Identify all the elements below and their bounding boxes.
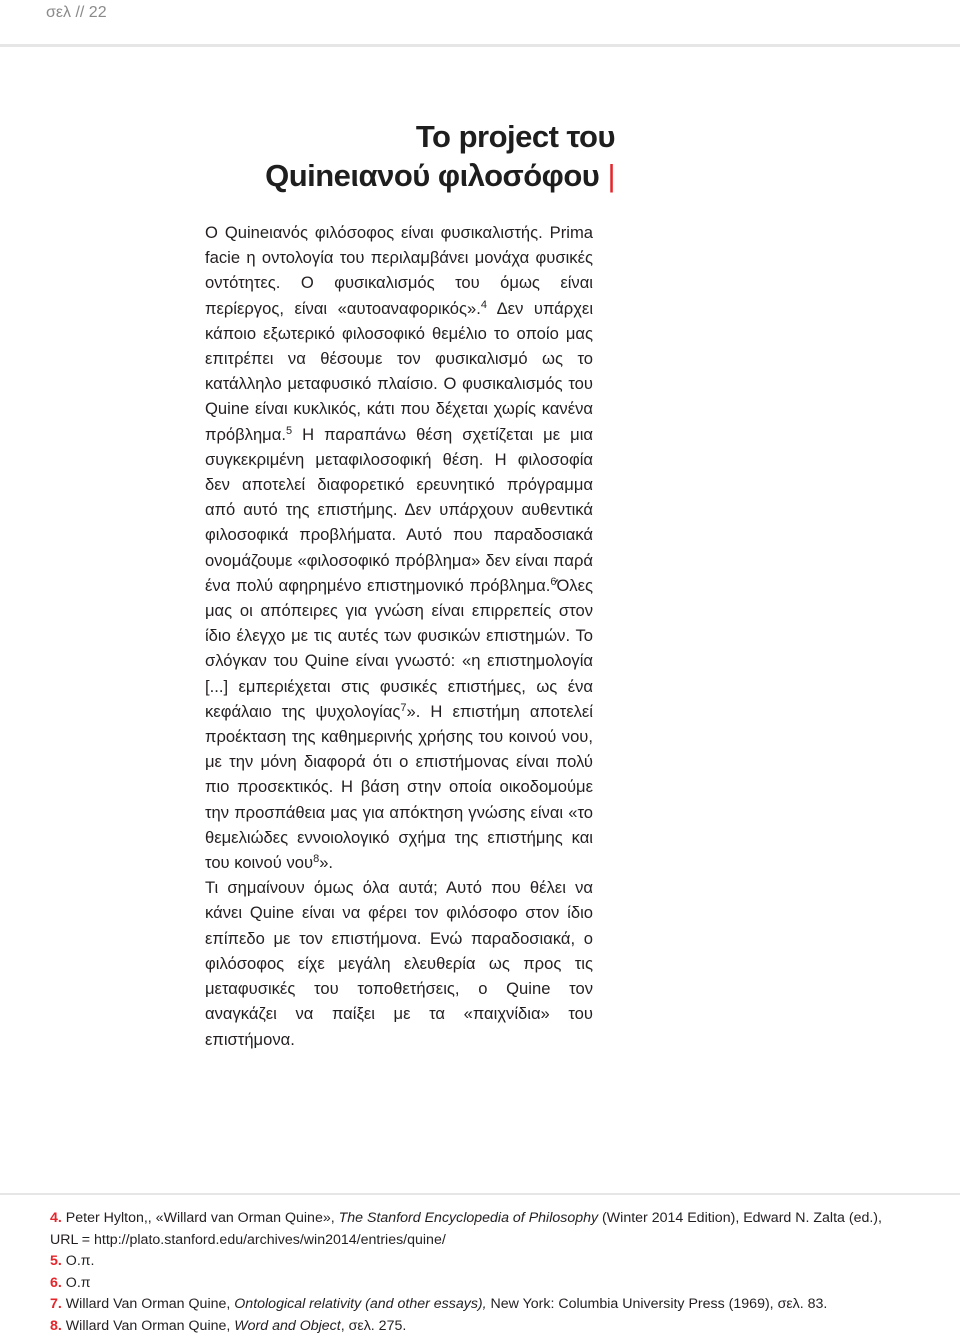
footnote-text: Peter Hylton,, «Willard van Orman Quine», bbox=[62, 1210, 339, 1226]
footnote-7 bbox=[50, 1294, 900, 1316]
footnotes-divider bbox=[0, 1193, 960, 1195]
title-line-2-text: Quineιανού φιλοσόφου bbox=[265, 158, 599, 193]
footnote-text: Ο.π. bbox=[62, 1253, 95, 1269]
title-line-1: Το project του bbox=[205, 117, 615, 156]
footnote-text: (Winter 2014 Edition), Edward N. Zalta (ed.), URL = http://plato.stanford.edu/archives/win2014/entries/quine/ bbox=[50, 1210, 882, 1248]
footnote-text: Willard Van Orman Quine, bbox=[62, 1296, 234, 1312]
footnote-6 bbox=[50, 1273, 900, 1295]
title-line-2 bbox=[205, 156, 615, 195]
footnote-text: , σελ. 275. bbox=[341, 1318, 407, 1334]
footnote-ref-5: 5 bbox=[286, 425, 292, 437]
footnote-text: Ο.π bbox=[62, 1275, 91, 1291]
footnote-number: 5. bbox=[50, 1253, 62, 1269]
page-number: σελ // 22 bbox=[46, 4, 107, 22]
article-body bbox=[205, 220, 593, 1052]
footnote-ref-6: 6 bbox=[550, 576, 556, 588]
footnote-ref-4: 4 bbox=[481, 299, 487, 311]
footnote-title: Ontological relativity (and other essays), bbox=[234, 1296, 486, 1312]
footnote-ref-7: 7 bbox=[400, 702, 406, 714]
body-text-segment: ». Η επιστήμη αποτελεί προέκταση της καθημερινής χρήσης του κοινού νου, με την μόνη διαφορά ότι ο επιστήμονας είναι πολύ πιο προσεκτικός. Η βάση στην οποία οικοδομούμε την προσπάθεια μας για απόκτηση γνώσης είναι «το θεμελιώδες εννοιολογικό σχήμα της επιστήμης και του κοινού νου bbox=[205, 702, 593, 872]
footnote-5 bbox=[50, 1251, 900, 1273]
body-text-segment: Η παραπάνω θέση σχετίζεται με μια συγκεκριμένη μεταφιλοσοφική θέση. Η φιλοσοφία δεν αποτελεί διαφορετικό ερευνητικό πρόγραμμα από αυτό της επιστήμης. Δεν υπάρχουν αυθεντικά φιλοσοφικά προβλήματα. Αυτό που παραδοσιακά ονομάζουμε «φιλοσοφικό πρόβλημα» δεν είναι παρά ένα πολύ αφηρημένο επιστημονικό πρόβλημα. bbox=[205, 425, 593, 595]
footnote-text: Willard Van Orman Quine, bbox=[62, 1318, 234, 1334]
footnote-title: Word and Object bbox=[234, 1318, 340, 1334]
body-text-segment: Δεν υπάρχει κάποιο εξωτερικό φιλοσοφικό θεμέλιο το οποίο μας επιτρέπει να θέσουμε τον φυσικαλισμό ως το κατάλληλο μεταφυσικό πλαίσιο. Ο φυσικαλισμός του Quine είναι κυκλικός, κάτι που δέχεται χωρίς κανένα πρόβλημα. bbox=[205, 299, 593, 444]
footnote-8 bbox=[50, 1316, 900, 1337]
title-accent-bar: | bbox=[607, 158, 615, 193]
footnote-number: 6. bbox=[50, 1275, 62, 1291]
article-title bbox=[205, 117, 615, 195]
body-paragraph-2: Τι σημαίνουν όμως όλα αυτά; Αυτό που θέλει να κάνει Quine είναι να φέρει τον φιλόσοφο στον ίδιο επίπεδο με τον επιστήμονα. Ενώ παραδοσιακά, ο φιλόσοφος είχε μεγάλη ελευθερία ως προς τις μεταφυσικές του τοποθετήσεις, ο Quine τον αναγκάζει να παίξει με τα «παιχνίδια» του επιστήμονα. bbox=[205, 875, 593, 1051]
footnote-number: 8. bbox=[50, 1318, 62, 1334]
footnote-4 bbox=[50, 1208, 900, 1251]
body-text-segment: Ο Quineιανός φιλόσοφος είναι φυσικαλιστής. Prima facie η οντολογία του περιλαμβάνει μονάχα φυσικές οντότητες. Ο φυσικαλισμός του όμως είναι περίεργος, είναι «αυτοαναφορικός». bbox=[205, 223, 593, 318]
body-paragraph-1 bbox=[205, 220, 593, 875]
footnote-title: The Stanford Encyclopedia of Philosophy bbox=[339, 1210, 598, 1226]
header-divider bbox=[0, 44, 960, 47]
body-text-segment: Όλες μας οι απόπειρες για γνώση είναι επιρρεπείς στον ίδιο έλεγχο με τις αυτές των φυσικών επιστημών. Το σλόγκαν του Quine είναι γνωστό: «η επιστημολογία [...] εμπεριέχεται στις φυσικές επιστήμες, ως ένα κεφάλαιο της ψυχολογίας bbox=[205, 576, 593, 721]
footnote-ref-8: 8 bbox=[313, 853, 319, 865]
footnote-text: New York: Columbia University Press (1969), σελ. 83. bbox=[487, 1296, 828, 1312]
footnotes-list bbox=[50, 1208, 900, 1337]
footnote-number: 7. bbox=[50, 1296, 62, 1312]
footnote-number: 4. bbox=[50, 1210, 62, 1226]
body-text-segment: ». bbox=[319, 853, 333, 872]
